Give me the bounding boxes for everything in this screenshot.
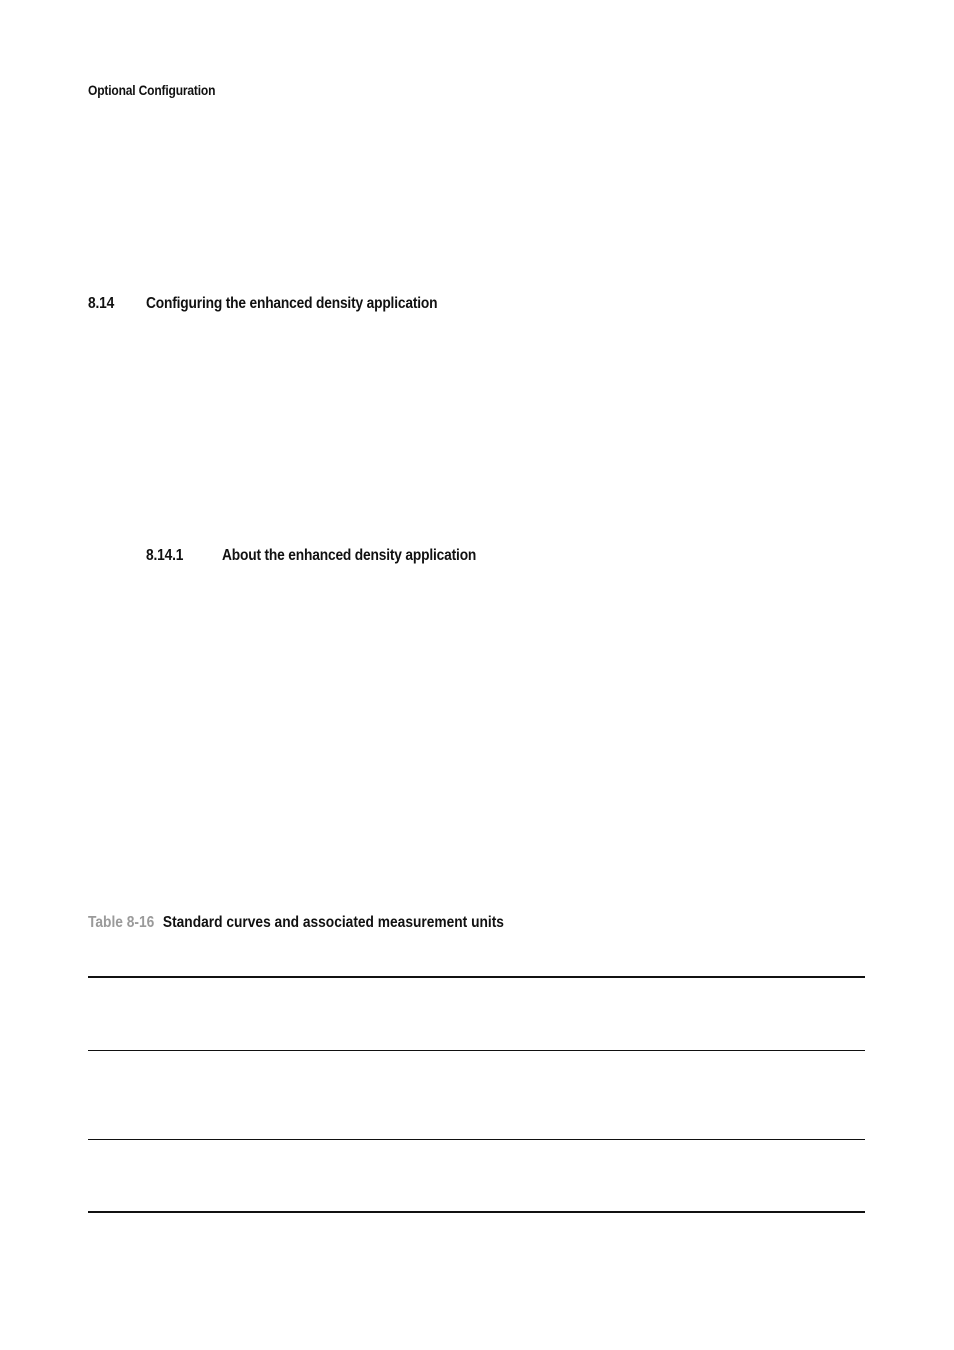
table-top-rule [88,976,865,978]
table-caption [88,914,504,932]
running-header: Optional Configuration [88,82,216,98]
table-row-divider [88,1050,865,1051]
table-row-divider [88,1139,865,1140]
subsection-number: 8.14.1 [146,547,184,564]
table-bottom-rule [88,1211,865,1213]
section-number: 8.14 [88,295,115,312]
subsection-title: About the enhanced density application [222,547,477,564]
section-title: Configuring the enhanced density application [146,295,438,312]
table-title: Standard curves and associated measurement units [162,914,504,931]
table-label: Table 8-16 [88,914,155,931]
